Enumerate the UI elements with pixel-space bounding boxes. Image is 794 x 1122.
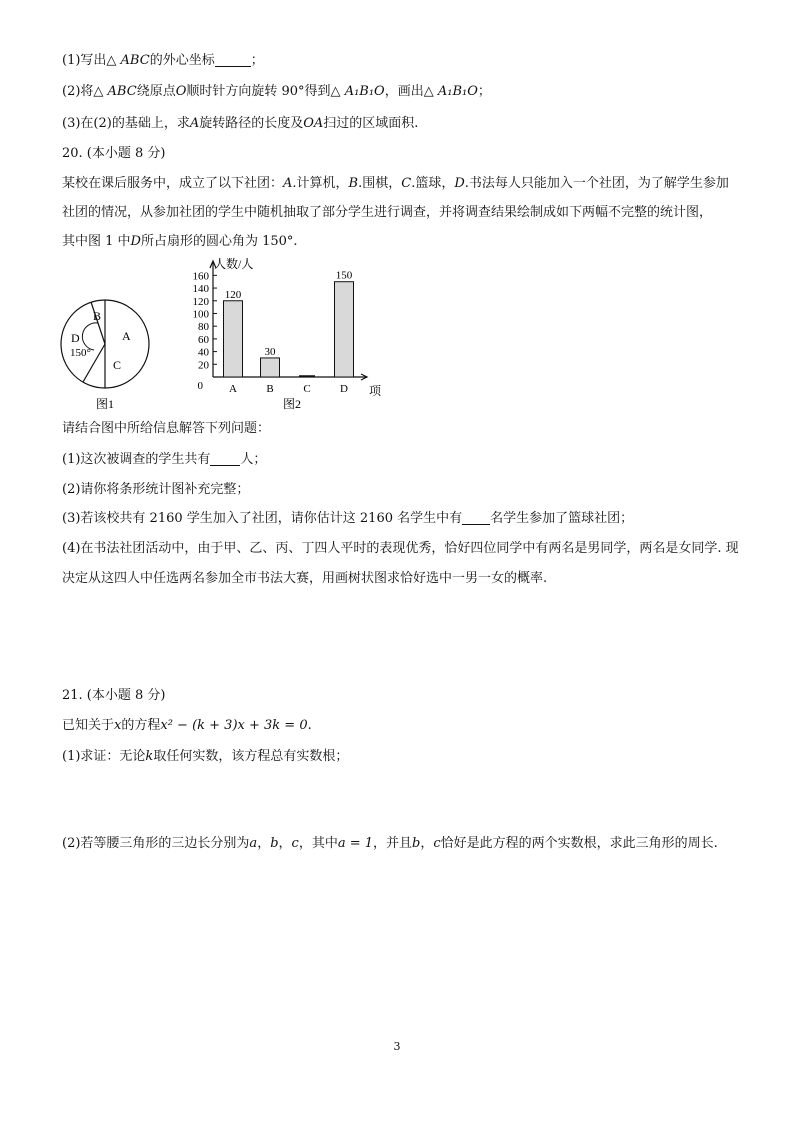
q19-part3: (3)在(2)的基础上，求A旋转路径的长度及OA扫过的区域面积. [62,116,419,131]
x-tick-label: D [340,383,348,395]
q19-part2: (2)将△ ABC绕原点O顺时针方向旋转 90°得到△ A₁B₁O，画出△ A₁B₁O； [62,84,491,99]
y-tick-label: 0 [197,380,203,392]
q21-part1: (1)求证：无论k取任何实数，该方程总有实数根； [62,749,349,764]
y-tick-label: 140 [192,283,209,296]
q21-part2: (2)若等腰三角形的三边长分别为a，b，c，其中a = 1，并且b，c恰好是此方程的两个实数根，求此三角形的周长. [62,836,718,851]
q20-intro-line2: 社团的情况，从参加社团的学生中随机抽取了部分学生进行调查，并将调查结果绘制成如下两幅不完整的统计图， [62,205,713,220]
bar-value-label: 30 [264,345,276,358]
x-tick-label: B [266,383,274,395]
q20-question1: (1)这次被调查的学生共有 人； [62,452,267,467]
y-tick-label: 20 [198,359,209,372]
figure1-pie-chart [58,290,158,415]
answer-blank[interactable] [215,52,251,67]
figure2-bar-chart [176,252,396,414]
y-tick-label: 160 [192,270,209,283]
pie-angle-arc [82,323,98,350]
q21-header: 21. (本小题 8 分) [62,688,166,703]
q20-prompt: 请结合图中所给信息解答下列问题： [62,421,271,436]
y-tick-label: 40 [198,346,209,359]
x-axis-title: 项 [369,384,382,398]
q20-question4-line2: 决定从这四人中任选两名参加全市书法大赛，用画树状图求恰好选中一男一女的概率. [62,571,548,586]
bar-value-label: 120 [224,288,242,301]
q20-question3: (3)若该校共有 2160 学生加入了社团，请你估计这 2160 名学生中有 名学生参加了篮球社团； [62,511,634,526]
bar-value-label: 150 [335,269,353,282]
pie-label-a: A [122,329,131,343]
bar-b [261,358,280,377]
answer-blank[interactable] [210,451,240,466]
pie-label-d: D [71,331,80,345]
q19-part1: (1)写出△ ABC的外心坐标 ； [62,53,264,68]
pie-angle-label: 150° [70,347,91,359]
y-axis-title: 人数/人 [214,257,254,271]
q20-intro-line3: 其中图 1 中D所占扇形的圆心角为 150°. [62,234,298,249]
q20-question2: (2)请你将条形统计图补充完整； [62,482,250,497]
bar-a [224,301,243,377]
bar-d [335,282,354,377]
pie-label-c: C [113,358,122,372]
q21-equation: 已知关于x的方程x² − (k + 3)x + 3k = 0. [62,718,312,733]
y-tick-label: 120 [192,295,209,308]
q20-intro-line1: 某校在课后服务中，成立了以下社团：A.计算机，B.围棋，C.篮球，D.书法每人只能加入一个社团，为了解学生参加 [62,176,729,191]
figure1-caption: 图1 [96,397,115,411]
pie-label-b: B [93,309,102,323]
x-tick-label: A [229,383,237,395]
page-number: 3 [393,1040,401,1053]
q20-header: 20. (本小题 8 分) [62,146,166,161]
y-tick-label: 60 [198,333,209,346]
y-tick-label: 100 [192,308,209,321]
answer-blank[interactable] [462,510,490,525]
y-tick-label: 80 [198,321,209,334]
q20-question4-line1: (4)在书法社团活动中，由于甲、乙、丙、丁四人平时的表现优秀，恰好四位同学中有两名是男同学，两名是女同学. 现 [62,541,739,556]
x-tick-label: C [303,383,311,395]
figure2-caption: 图2 [283,397,302,411]
